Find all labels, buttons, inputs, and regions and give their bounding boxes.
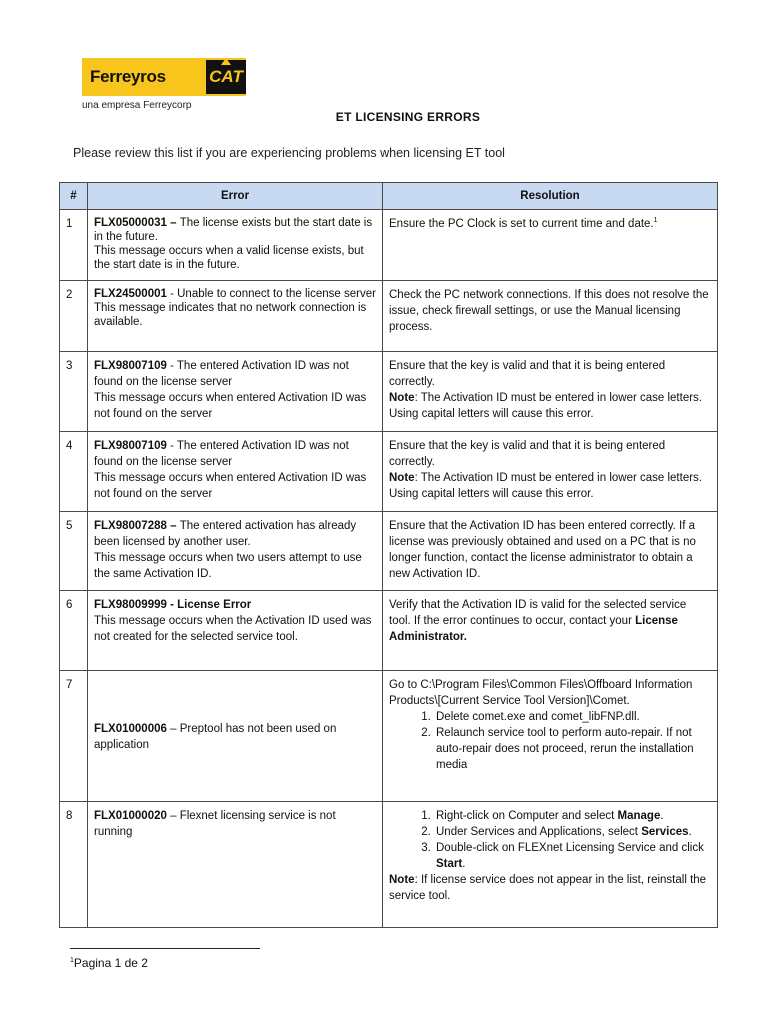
table-row bbox=[60, 671, 718, 802]
footnote-text: Pagina 1 de 2 bbox=[73, 956, 148, 970]
table-row bbox=[60, 591, 718, 671]
row-number: 8 bbox=[60, 802, 88, 928]
step-bold: Manage bbox=[617, 810, 661, 822]
step-text: Double-click on FLEXnet Licensing Service and click bbox=[436, 842, 704, 854]
error-code: FLX98007109 bbox=[94, 440, 167, 452]
header-number: # bbox=[60, 183, 88, 210]
error-description: This message occurs when two users attempt to use the same Activation ID. bbox=[94, 552, 362, 580]
logo-banner bbox=[82, 58, 246, 96]
cat-logo-icon: CAT bbox=[206, 60, 246, 94]
resolution-cell bbox=[383, 432, 718, 512]
document-title: ET LICENSING ERRORS bbox=[335, 110, 481, 124]
error-cell bbox=[88, 432, 383, 512]
error-cell bbox=[88, 210, 383, 281]
row-number: 7 bbox=[60, 671, 88, 802]
step-bold: Services bbox=[641, 826, 689, 838]
resolution-cell bbox=[383, 210, 718, 281]
note-label: Note bbox=[389, 472, 415, 484]
resolution-cell bbox=[383, 512, 718, 591]
logo-tagline: una empresa Ferreycorp bbox=[82, 100, 192, 111]
list-item: 1. Delete comet.exe and comet_libFNP.dll. bbox=[434, 709, 711, 725]
step-bold: Start bbox=[436, 858, 463, 870]
resolution-cell bbox=[383, 281, 718, 352]
error-summary: The license exists but the start date is in the future. bbox=[94, 217, 373, 243]
row-number: 1 bbox=[60, 210, 88, 281]
table-row bbox=[60, 802, 718, 928]
error-cell bbox=[88, 281, 383, 352]
error-code: FLX98007109 bbox=[94, 360, 167, 372]
error-code: FLX05000031 bbox=[94, 217, 167, 229]
note-label: Note bbox=[389, 392, 415, 404]
error-description: This message occurs when entered Activation ID was not found on the server bbox=[94, 472, 367, 500]
resolution-text: Check the PC network connections. If this does not resolve the issue, check firewall settings, or use the Manual licensing process. bbox=[389, 289, 709, 333]
error-summary: The entered activation has already been licensed by another user. bbox=[94, 520, 357, 548]
error-code: FLX98007288 bbox=[94, 520, 167, 532]
error-cell bbox=[88, 591, 383, 671]
logo-brand-text: Ferreyros bbox=[90, 67, 166, 86]
error-cell bbox=[88, 671, 383, 802]
table-row bbox=[60, 512, 718, 591]
resolution-cell bbox=[383, 802, 718, 928]
error-cell bbox=[88, 512, 383, 591]
error-separator: – bbox=[166, 810, 180, 822]
footnote-marker: 1 bbox=[653, 217, 658, 225]
error-separator: - bbox=[166, 288, 178, 300]
list-item bbox=[434, 824, 711, 840]
error-code: FLX01000020 bbox=[94, 810, 167, 822]
resolution-cell bbox=[383, 352, 718, 432]
row-number: 2 bbox=[60, 281, 88, 352]
error-summary: Flexnet licensing service is not running bbox=[94, 810, 336, 838]
list-item: 2. Relaunch service tool to perform auto-repair. If not auto-repair does not proceed, rerun the installation media bbox=[434, 725, 711, 773]
error-code: FLX24500001 bbox=[94, 288, 167, 300]
table-row bbox=[60, 281, 718, 352]
error-summary: Preptool has not been used on application bbox=[94, 722, 337, 751]
error-separator: – bbox=[166, 217, 180, 229]
row-number: 5 bbox=[60, 512, 88, 591]
list-item bbox=[434, 840, 711, 872]
error-summary: The entered Activation ID was not found on the license server bbox=[94, 360, 349, 388]
note-text: : The Activation ID must be entered in lower case letters. Using capital letters will cause this error. bbox=[389, 472, 702, 500]
step-text: Right-click on Computer and select bbox=[436, 810, 618, 822]
row-number: 4 bbox=[60, 432, 88, 512]
error-description: This message occurs when a valid license exists, but the start date is in the future. bbox=[94, 245, 364, 271]
error-summary: The entered Activation ID was not found on the license server bbox=[94, 440, 349, 468]
header-resolution: Resolution bbox=[383, 183, 718, 210]
table-row bbox=[60, 352, 718, 432]
cat-triangle-icon bbox=[221, 58, 231, 65]
resolution-text: Ensure that the key is valid and that it is being entered correctly. bbox=[389, 360, 666, 388]
row-number: 3 bbox=[60, 352, 88, 432]
table-row bbox=[60, 432, 718, 512]
row-number: 6 bbox=[60, 591, 88, 671]
step-after: . bbox=[688, 826, 692, 838]
resolution-cell bbox=[383, 671, 718, 802]
resolution-steps bbox=[389, 709, 711, 773]
step-text: Under Services and Applications, select bbox=[436, 826, 642, 838]
footnote-number: 1 bbox=[70, 957, 74, 964]
error-description: This message occurs when entered Activation ID was not found on the server bbox=[94, 392, 367, 420]
error-cell bbox=[88, 352, 383, 432]
resolution-text: Go to C:\Program Files\Common Files\Offboard Information Products\[Current Service Tool Version]\Comet. bbox=[389, 679, 693, 707]
step-after: . bbox=[462, 858, 466, 870]
note-text: : The Activation ID must be entered in lower case letters. Using capital letters will cause this error. bbox=[389, 392, 702, 420]
error-description: This message occurs when the Activation ID used was not created for the selected service tool. bbox=[94, 615, 372, 643]
intro-text: Please review this list if you are experiencing problems when licensing ET tool bbox=[73, 146, 505, 160]
resolution-steps bbox=[389, 808, 711, 872]
error-separator: – bbox=[166, 520, 180, 532]
table-row bbox=[60, 210, 718, 281]
table-header-row bbox=[60, 183, 718, 210]
footnote-divider bbox=[70, 948, 260, 949]
header-error: Error bbox=[88, 183, 383, 210]
error-code: FLX01000006 bbox=[94, 722, 167, 735]
error-summary: License Error bbox=[177, 599, 252, 611]
list-item bbox=[434, 808, 711, 824]
note-text: : If license service does not appear in the list, reinstall the service tool. bbox=[389, 874, 707, 902]
resolution-text: Ensure that the key is valid and that it is being entered correctly. bbox=[389, 440, 666, 468]
license-administrator-text: License Administrator. bbox=[389, 615, 678, 643]
error-cell bbox=[88, 802, 383, 928]
note-label: Note bbox=[389, 874, 415, 886]
step-after: . bbox=[660, 810, 664, 822]
error-separator: - bbox=[166, 440, 177, 452]
error-description: This message indicates that no network connection is available. bbox=[94, 302, 367, 328]
error-separator: – bbox=[166, 722, 180, 735]
footnote bbox=[70, 956, 148, 970]
resolution-text: Ensure that the Activation ID has been entered correctly. If a license was previously obtained and used on a PC that is no longer function, contact the license administrator to obtain a new Activation ID. bbox=[389, 520, 696, 580]
error-code: FLX98009999 bbox=[94, 599, 167, 611]
resolution-text: Verify that the Activation ID is valid for the selected service tool. If the error continues to occur, contact your bbox=[389, 599, 687, 627]
error-separator: - bbox=[166, 599, 178, 611]
error-separator: - bbox=[166, 360, 177, 372]
licensing-errors-table bbox=[59, 182, 718, 928]
error-summary: Unable to connect to the license server bbox=[177, 288, 376, 300]
resolution-text: Ensure the PC Clock is set to current time and date. bbox=[389, 218, 654, 230]
resolution-cell bbox=[383, 591, 718, 671]
